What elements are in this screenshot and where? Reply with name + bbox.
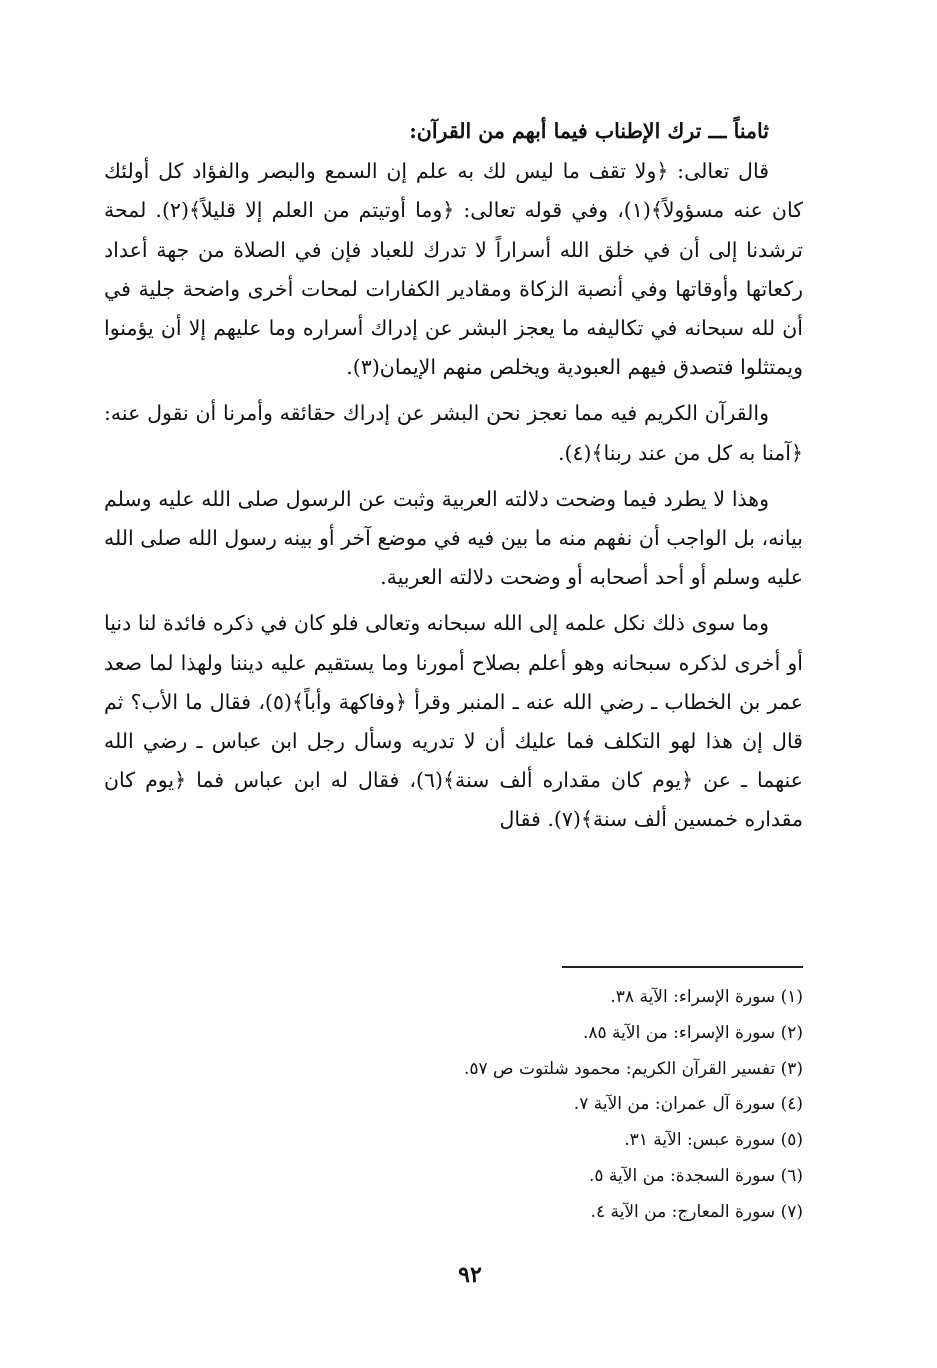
footnote-item: (٤) سورة آل عمران: من الآية ٧.	[573, 1094, 803, 1115]
footnotes-list	[243, 980, 803, 1231]
paragraph: قال تعالى: ﴿ولا تقف ما ليس لك به علم إن السمع والبصر والفؤاد كل أولئك كان عنه مسؤولاً﴾(١)، وفي قوله تعالى: ﴿وما أوتيتم من العلم إلا قليلاً﴾(٢). لمحة ترشدنا إلى أن في خلق الله أسراراً لا تدرك للعباد فإن في الصلاة من جهة أعداد ركعاتها وأوقاتها وفي أنصبة الزكاة ومقادير الكفارات لمحات أخرى واضحة جلية في أن لله سبحانه في تكاليفه ما يعجز البشر عن إدراك أسراره وما عليهم إلا أن يؤمنوا ويمتثلوا فتصدق فيهم العبودية ويخلص منهم الإيمان(٣).	[104, 159, 803, 380]
main-text-block	[104, 112, 803, 847]
page-number: ٩٢	[458, 1262, 482, 1288]
footnote-item: (٢) سورة الإسراء: من الآية ٨٥.	[582, 1022, 803, 1043]
paragraph: والقرآن الكريم فيه مما نعجز نحن البشر عن إدراك حقائقه وأمرنا أن نقول عنه: ﴿آمنا به كل من عند ربنا﴾(٤).	[104, 401, 803, 465]
footnote-item: (٥) سورة عبس: الآية ٣١.	[624, 1130, 803, 1151]
footnote-item: (٦) سورة السجدة: من الآية ٥.	[588, 1165, 803, 1186]
footnote-divider	[562, 966, 803, 968]
footnote-item: (١) سورة الإسراء: الآية ٣٨.	[610, 987, 803, 1007]
paragraph: وما سوى ذلك نكل علمه إلى الله سبحانه وتعالى فلو كان في ذكره فائدة لنا دنيا أو أخرى لذكره سبحانه وهو أعلم بصلاح أمورنا وما يستقيم عليه ديننا ولهذا لما صعد عمر بن الخطاب ـ رضي الله عنه ـ المنبر وقرأ ﴿وفاكهة وأباً﴾(٥)، فقال ما الأب؟ ثم قال إن هذا لهو التكلف فما عليك أن لا تدريه وسأل رجل ابن عباس ـ رضي الله عنهما ـ عن ﴿يوم كان مقداره ألف سنة﴾(٦)، فقال له ابن عباس فما ﴿يوم كان مقداره خمسين ألف سنة﴾(٧). فقال	[104, 611, 803, 832]
section-heading: ثامناً ـــ ترك الإطناب فيما أبهم من القرآن:	[409, 119, 769, 143]
footnote-item: (٧) سورة المعارج: من الآية ٤.	[590, 1201, 803, 1222]
footnote-item: (٣) تفسير القرآن الكريم: محمود شلتوت ص ٥٧.	[463, 1058, 803, 1079]
paragraph: وهذا لا يطرد فيما وضحت دلالته العربية وثبت عن الرسول صلى الله عليه وسلم بيانه، بل الواجب أن نفهم منه ما بين فيه في موضع آخر أو بينه رسول الله صلى الله عليه وسلم أو أحد أصحابه أو وضحت دلالته العربية.	[104, 486, 803, 590]
